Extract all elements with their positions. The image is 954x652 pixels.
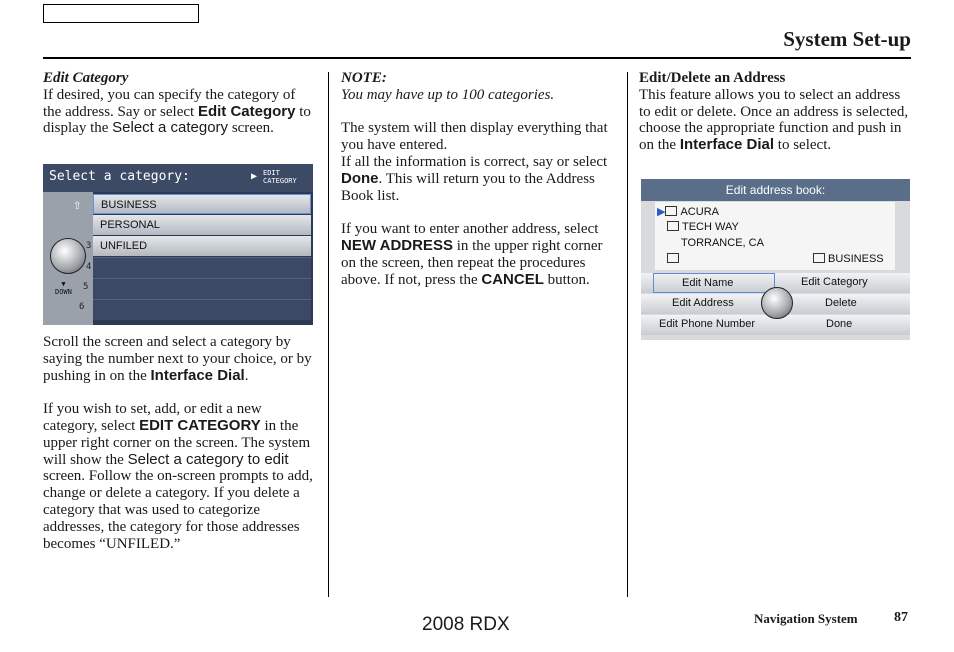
header-rule [43,57,911,59]
header-tab-box [43,4,199,23]
paragraph-3 [341,221,615,288]
phone-box-icon [667,253,679,263]
edit-address-button[interactable]: Edit Address [672,297,734,309]
category-row-business[interactable]: BUSINESS [93,194,311,214]
note-text: You may have up to 100 categories. [341,86,555,103]
phone-icon [667,253,682,265]
address-name: ACURA [680,206,719,218]
text: to select. [774,137,832,154]
text: This feature allows you to select an address to edit or delete. Once an address is selected, choose the appropriate function and push in on the [639,86,909,154]
text: button. [543,271,590,288]
category-row-empty[interactable] [93,299,311,320]
category-label: CATEGORY [263,177,297,185]
page-title: System Set-up [783,27,911,51]
cancel-term: CANCEL [481,270,544,288]
address-city: TORRANCE, CA [681,237,764,249]
page-number: 87 [894,610,908,625]
column-divider-2 [627,72,628,597]
row-number: 3 [86,241,92,251]
edit-label: EDIT [263,169,280,177]
interface-dial-term: Interface Dial [150,366,245,384]
column-1-lower [43,334,315,569]
column-3 [639,70,911,154]
column-1 [43,70,315,137]
text: screen. Follow the on-screen prompts to add, change or delete a category. If you delete a category that was used to categorize addresses, the category for those addresses becomes “UNFILED.” [43,468,313,552]
address-book-icon [665,206,677,216]
section-heading-edit-category: Edit Category [43,70,129,86]
paragraph-2 [341,154,615,204]
new-address-term: NEW ADDRESS [341,236,453,254]
text: screen. [228,120,274,137]
screen-name-term: Select a category [112,119,229,137]
screen-title: Edit address book: [641,179,910,201]
category-row-empty[interactable] [93,278,311,299]
paragraph-1 [639,87,911,154]
edit-name-button[interactable] [653,273,775,293]
address-details [655,202,895,270]
address-name-row [657,205,719,218]
category-row-personal[interactable]: PERSONAL [93,215,311,235]
text: to display the [43,103,311,137]
paragraph-1: The system will then display everything that you have entered. [341,120,608,154]
done-term: Done [341,169,379,187]
edit-address-book-screen [641,179,910,340]
text: If all the information is correct, say or select [341,153,608,170]
text: . This will return you to the Address Book list. [341,170,595,204]
select-category-screen [43,164,313,325]
paragraph-2 [43,334,315,384]
interface-dial-term: Interface Dial [679,136,775,154]
text: Scroll the screen and select a category by saying the number next to your choice, or by pushing in on the [43,334,312,384]
down-arrow-icon: ▼ DOWN [55,280,72,296]
paragraph-1 [43,87,315,137]
street-icon [667,221,679,231]
category-icon [813,253,825,263]
done-button[interactable]: Done [826,318,853,330]
footer-section: Navigation System [754,611,858,626]
text: If you want to enter another address, select [341,221,599,238]
category-row-unfiled[interactable]: UNFILED [93,236,311,256]
address-street: TECH WAY [682,221,739,233]
interface-dial-icon[interactable] [761,287,793,319]
address-street-row [667,221,739,233]
model-label: 2008 RDX [422,614,510,635]
text: If desired, you can specify the category of the address. Say or select [43,86,296,120]
address-category-row [813,253,884,265]
row-number: 4 [86,262,92,272]
address-category: BUSINESS [828,253,884,265]
delete-button[interactable]: Delete [825,297,857,309]
edit-category-term: Edit Category [197,102,296,120]
edit-category-term: EDIT CATEGORY [139,416,261,434]
edit-name-label: Edit Name [682,277,734,289]
section-heading-edit-delete: Edit/Delete an Address [639,70,786,86]
up-arrow-icon: ⇧ [73,197,82,213]
screen-title: Select a category: [49,169,190,184]
row-number: 5 [83,282,89,292]
play-arrow-icon: ▶ [251,171,258,182]
text: in the upper right corner on the screen, then repeat the procedures above. If not, press the [341,237,603,288]
pointer-arrow-icon: ▶ [657,206,666,218]
edit-category-button[interactable]: Edit Category [801,276,868,288]
edit-category-button[interactable] [263,169,297,185]
column-2 [341,70,615,305]
interface-dial-icon[interactable] [50,238,86,274]
paragraph-3 [43,401,315,552]
text: . [244,367,249,384]
row-number: 6 [79,302,85,312]
text: in the upper right corner on the screen. The system will show the [43,417,311,468]
column-divider-1 [328,72,329,597]
screen-name-term: Select a category to edit [127,450,289,468]
down-label: DOWN [55,288,72,296]
category-row-empty[interactable] [93,257,311,278]
edit-phone-number-button[interactable]: Edit Phone Number [659,318,755,330]
note-label: NOTE: [341,70,387,86]
text: If you wish to set, add, or edit a new category, select [43,401,262,434]
